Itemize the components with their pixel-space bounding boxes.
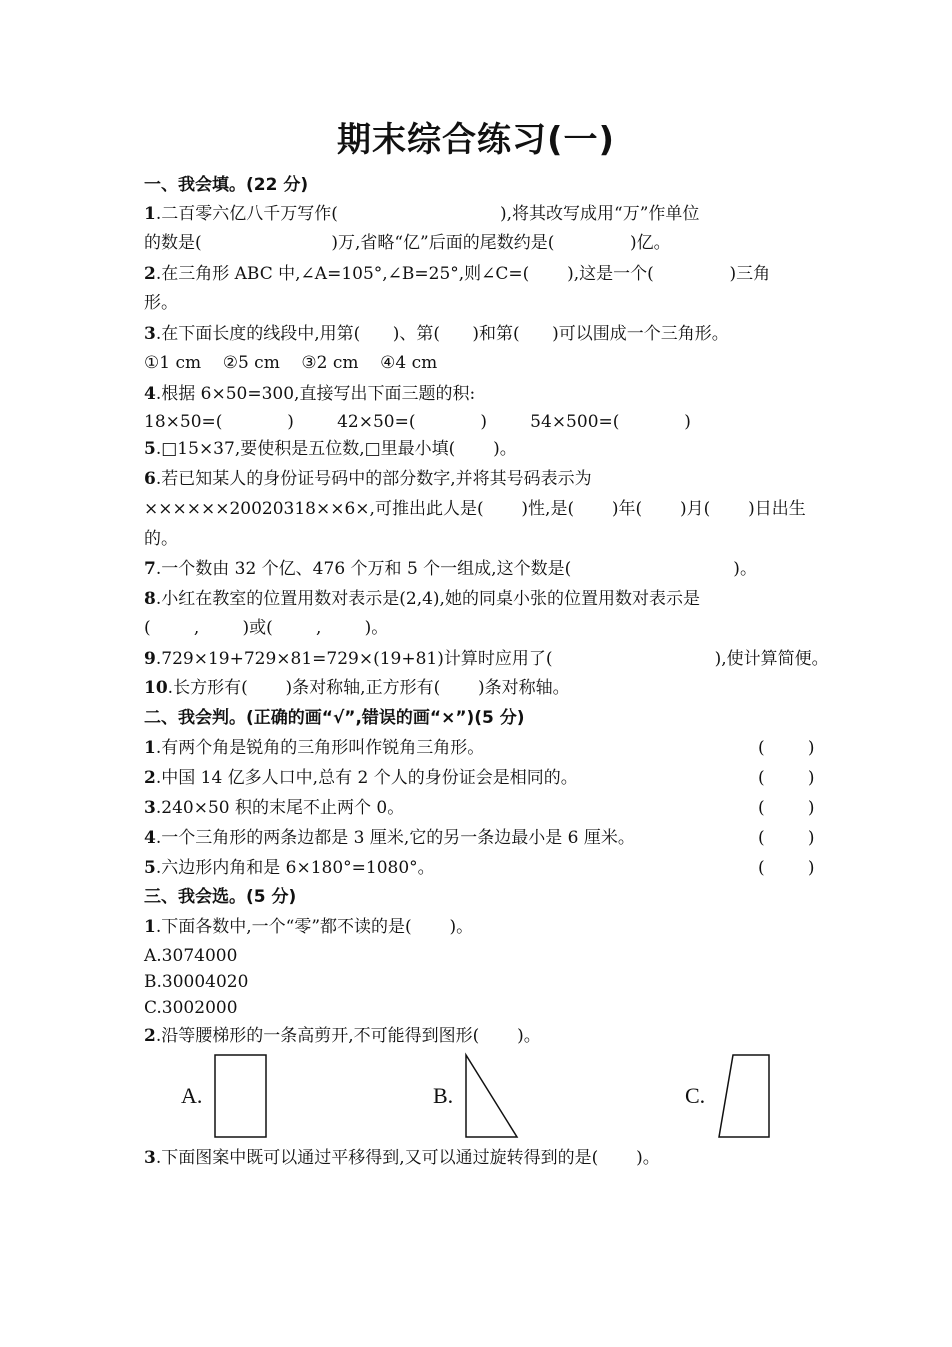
shape-label-c: C. bbox=[685, 1083, 706, 1108]
option-c: C.3002000 bbox=[144, 998, 238, 1018]
section1-line: ××××××20020318××6×,可推出此人是( )性,是( )年( )月( )日出生 bbox=[144, 499, 806, 519]
section1-line: 6.若已知某人的身份证号码中的部分数字,并将其号码表示为 bbox=[144, 469, 592, 489]
section1-line: ( , )或( , )。 bbox=[144, 618, 389, 638]
section1-line: 1.二百零六亿八千万写作( ),将其改写成用“万”作单位 bbox=[144, 204, 700, 224]
answer-parentheses[interactable]: ( ) bbox=[758, 798, 815, 818]
page-title: 期末综合练习(一) bbox=[336, 120, 616, 160]
section1-heading: 一、我会填。(22 分) bbox=[144, 175, 309, 195]
question-3-2: 2.沿等腰梯形的一条高剪开,不可能得到图形( )。 bbox=[144, 1026, 541, 1046]
judge-item: 5.六边形内角和是 6×180°=1080°。 bbox=[144, 858, 435, 878]
section1-line: 8.小红在教室的位置用数对表示是(2,4),她的同桌小张的位置用数对表示是 bbox=[144, 589, 700, 609]
rectangle-shape bbox=[214, 1054, 268, 1140]
shape-label-a: A. bbox=[181, 1083, 203, 1108]
section1-line: 10.长方形有( )条对称轴,正方形有( )条对称轴。 bbox=[144, 678, 570, 698]
judge-item: 3.240×50 积的末尾不止两个 0。 bbox=[144, 798, 405, 818]
section1-line: 5.□15×37,要使积是五位数,□里最小填( )。 bbox=[144, 439, 517, 459]
section1-line: 3.在下面长度的线段中,用第( )、第( )和第( )可以围成一个三角形。 bbox=[144, 324, 729, 344]
judge-item: 4.一个三角形的两条边都是 3 厘米,它的另一条边最小是 6 厘米。 bbox=[144, 828, 635, 848]
section1-line: ①1 cm ②5 cm ③2 cm ④4 cm bbox=[144, 353, 438, 373]
section2-heading: 二、我会判。(正确的画“√”,错误的画“×”)(5 分) bbox=[144, 708, 525, 728]
section1-line: 18×50=( ) 42×50=( ) 54×500=( ) bbox=[144, 412, 691, 432]
section1-line: 7.一个数由 32 个亿、476 个万和 5 个一组成,这个数是( )。 bbox=[144, 559, 757, 579]
option-b: B.30004020 bbox=[144, 972, 249, 992]
section1-line: 2.在三角形 ABC 中,∠A=105°,∠B=25°,则∠C=( ),这是一个( )三角 bbox=[144, 264, 771, 284]
question-3-3: 3.下面图案中既可以通过平移得到,又可以通过旋转得到的是( )。 bbox=[144, 1148, 660, 1168]
section1-line: 的。 bbox=[144, 529, 178, 549]
option-a: A.3074000 bbox=[144, 946, 238, 966]
right-triangle-shape bbox=[464, 1054, 520, 1140]
shape-label-b: B. bbox=[433, 1083, 454, 1108]
section1-line: 9.729×19+729×81=729×(19+81)计算时应用了( ),使计算简便。 bbox=[144, 649, 829, 669]
answer-parentheses[interactable]: ( ) bbox=[758, 768, 815, 788]
answer-parentheses[interactable]: ( ) bbox=[758, 738, 815, 758]
section1-line: 4.根据 6×50=300,直接写出下面三题的积: bbox=[144, 384, 476, 404]
judge-item: 1.有两个角是锐角的三角形叫作锐角三角形。 bbox=[144, 738, 485, 758]
section1-line: 形。 bbox=[144, 293, 178, 313]
answer-parentheses[interactable]: ( ) bbox=[758, 858, 815, 878]
right-trapezoid-shape bbox=[718, 1054, 772, 1140]
section1-line: 的数是( )万,省略“亿”后面的尾数约是( )亿。 bbox=[144, 233, 671, 253]
question-3-1: 1.下面各数中,一个“零”都不读的是( )。 bbox=[144, 917, 474, 937]
judge-item: 2.中国 14 亿多人口中,总有 2 个人的身份证会是相同的。 bbox=[144, 768, 578, 788]
section3-heading: 三、我会选。(5 分) bbox=[144, 887, 297, 907]
answer-parentheses[interactable]: ( ) bbox=[758, 828, 815, 848]
